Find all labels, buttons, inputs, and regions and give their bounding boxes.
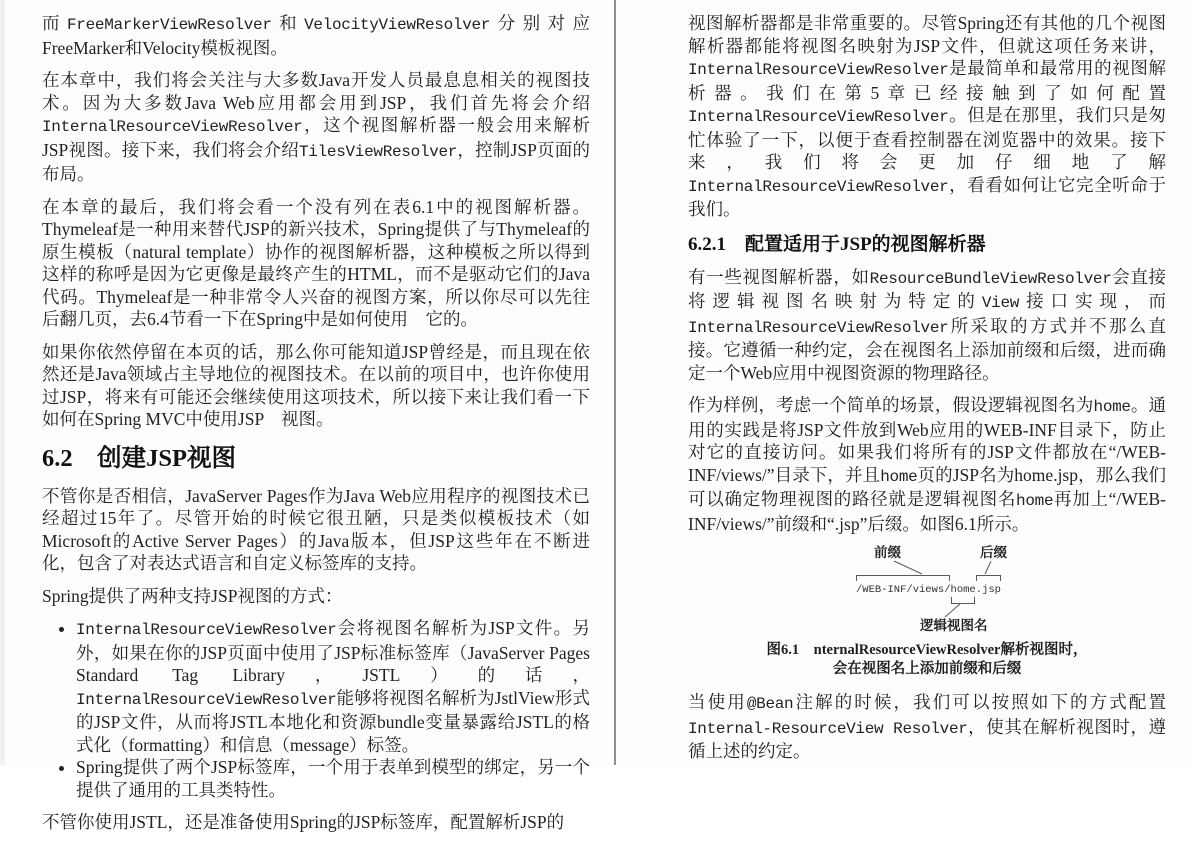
text-run: 接口实现，而 xyxy=(1019,291,1167,311)
text-run: Spring提供了两种支持JSP视图的方式： xyxy=(42,585,343,606)
code-inline: home xyxy=(1093,398,1131,416)
code-inline: InternalResourceViewResolver xyxy=(76,690,337,709)
bullet-item xyxy=(76,617,590,756)
bullet-item xyxy=(76,756,590,801)
code-inline: InternalResourceViewResolver xyxy=(688,108,949,126)
code-inline: @Bean xyxy=(746,695,794,713)
scan-edge-artifact xyxy=(0,0,5,765)
subsection-heading: 6.2.1 配置适用于JSP的视图解析器 xyxy=(688,233,986,255)
text-run: 再加上“/WEB-INF/views/”前缀和“.jsp”后缀。如图6.1所示。 xyxy=(688,489,1166,534)
figure-suffix-label: 后缀 xyxy=(980,545,1007,560)
text-run: 。通用的实践是将JSP文件放到Web应用的WEB-INF目录下，防止对它的直接访问。如果我们将所有的JSP文件都放在“/WEB-INF/views/”目录下，并且 xyxy=(688,395,1167,485)
text-run: 会直接将逻辑视图名映射为特定的 xyxy=(688,266,1167,311)
code-inline: home xyxy=(880,467,918,486)
code-inline: View xyxy=(981,294,1020,312)
paragraph xyxy=(42,341,590,431)
paragraph xyxy=(42,12,590,59)
paragraph xyxy=(688,12,1166,221)
code-inline: InternalResourceViewResolver xyxy=(688,318,949,337)
text-run: 不管你是否相信，JavaServer Pages作为Java Web应用程序的视图技术已经超过15年了。尽管开始的时候它很丑陋，只是类似模板技术（如Microsoft的Active Server Pages）的Java版本，但JSP这些年在不断进化，包含了对表达式语言和自定义标签库的支持。 xyxy=(42,485,590,573)
bullet-list xyxy=(42,617,590,801)
right-column xyxy=(688,12,1166,773)
figure-path-text: /WEB-INF/views/home.jsp xyxy=(856,584,1001,596)
text-run: ，这个视图解析器一般会用来解析JSP视图。接下来，我们将会介绍 xyxy=(42,115,590,160)
text-run: 分别对应FreeMarker和Velocity模板视图。 xyxy=(42,13,591,58)
code-inline: InternalResourceViewResolver xyxy=(76,621,337,639)
code-inline: FreeMarkerViewResolver xyxy=(66,16,272,34)
text-run: 能够将视图名解析为JstlView形式的JSP文件，从而将JSTL本地化和资源bundle变量暴露给JSTL的格式化（formatting）和信息（message）标签。 xyxy=(76,687,590,755)
left-column xyxy=(42,12,590,844)
text-run: 当使用 xyxy=(688,692,747,712)
text-run: 是最简单和最常用的视图解析器。我们在第5章已经接触到了如何配置 xyxy=(688,58,1166,103)
figure-caption xyxy=(688,641,1166,679)
text-run: ，控制JSP页面的布局。 xyxy=(42,139,590,184)
text-run: 页的JSP名为home.jsp，那么我们可以确定物理视图的路径就是逻辑视图名 xyxy=(688,464,1166,509)
section-heading: 6.2 创建JSP视图 xyxy=(42,444,236,472)
text-run: 。但是在那里，我们只是匆忙体验了一下，以便于查看控制器在浏览器中的效果。接下来，我们将会更加仔细地了解 xyxy=(688,105,1166,172)
code-inline: InternalResourceViewResolver xyxy=(42,118,303,136)
text-run: 视图解析器都是非常重要的。尽管Spring还有其他的几个视图解析器都能将视图名映射为JSP文件，但就这项任务来讲， xyxy=(688,13,1166,56)
text-run: ，看看如何让它完全听命于我们。 xyxy=(688,174,1166,219)
figure-caption-line2: 会在视图名上添加前缀和后缀 xyxy=(832,661,1022,677)
paragraph xyxy=(42,585,590,608)
code-inline: home xyxy=(1016,492,1054,510)
text-run: 不管你使用JSTL，还是准备使用Spring的JSP标签库，配置解析JSP的 xyxy=(42,812,565,832)
text-run: 在本章中，我们将会关注与大多数Java开发人员最息息相关的视图技术。因为大多数Java Web应用都会用到JSP，我们首先将会介绍 xyxy=(42,70,590,113)
code-inline: InternalResourceViewResolver xyxy=(688,177,949,196)
paragraph xyxy=(688,394,1166,535)
text-run: 而 xyxy=(42,13,67,33)
code-inline: Internal-ResourceView Resolver xyxy=(688,719,968,738)
figure-logical-view-label: 逻辑视图名 xyxy=(920,618,988,633)
paragraph xyxy=(688,691,1166,763)
text-run: 注解的时候，我们可以按照如下的方式配置 xyxy=(793,692,1167,712)
right-column-top xyxy=(688,12,1166,535)
code-inline: ResourceBundleViewResolver xyxy=(869,269,1112,288)
paragraph xyxy=(688,266,1166,385)
text-run: 会将视图名解析为JSP文件。另外，如果在你的JSP页面中使用了JSP标准标签库（JavaServer Pages Standard Tag Library，JSTL）的话， xyxy=(76,618,590,685)
text-run: 在本章的最后，我们将会看一个没有列在表6.1中的视图解析器。Thymeleaf是一种用来替代JSP的新兴技术，Spring提供了与Thymeleaf的原生模板（natural template）协作的视图解析器，这种模板之所以得到这样的称呼是因为它更像是最终产生的HTML，而不是驱动它们的Java代码。Thymeleaf是一种非常令人兴奋的视图方案，所以你尽可以先往后翻几页，去6.4节看一下在Spring中是如何使用 它的。 xyxy=(42,196,590,329)
text-run: 所采取的方式并不那么直接。它遵循一种约定，会在视图名上添加前缀和后缀，进而确定一个Web应用中视图资源的物理路径。 xyxy=(688,315,1166,383)
code-inline: VelocityViewResolver xyxy=(304,16,491,34)
figure-prefix-label: 前缀 xyxy=(874,545,901,560)
code-inline: TilesViewResolver xyxy=(298,142,458,161)
paragraph xyxy=(42,69,590,186)
code-inline: InternalResourceViewResolver xyxy=(688,61,949,79)
paragraph xyxy=(42,485,590,575)
column-divider xyxy=(614,0,616,765)
paragraph xyxy=(42,811,590,834)
text-run: 和 xyxy=(271,13,305,33)
figure-6-1 xyxy=(688,545,1166,637)
figure-caption-line1: 图6.1 nternalResourceViewResolver解析视图时， xyxy=(766,642,1088,658)
right-column-bottom xyxy=(688,691,1166,763)
text-run: 作为样例，考虑一个简单的场景，假设逻辑视图名为 xyxy=(688,395,1094,415)
text-run: ，使其在解析视图时，遵循上述的约定。 xyxy=(688,716,1166,761)
paragraph xyxy=(42,196,590,331)
text-run: 有一些视图解析器，如 xyxy=(688,266,870,287)
text-run: 如果你依然停留在本页的话，那么你可能知道JSP曾经是，而且现在依然还是Java领域占主导地位的视图技术。在以前的项目中，也许你使用过JSP，将来有可能还会继续使用这项技术，所以接下来让我们看一下如何在Spring MVC中使用JSP 视图。 xyxy=(42,341,590,429)
text-run: Spring提供了两个JSP标签库，一个用于表单到模型的绑定，另一个提供了通用的工具类特性。 xyxy=(76,757,590,800)
